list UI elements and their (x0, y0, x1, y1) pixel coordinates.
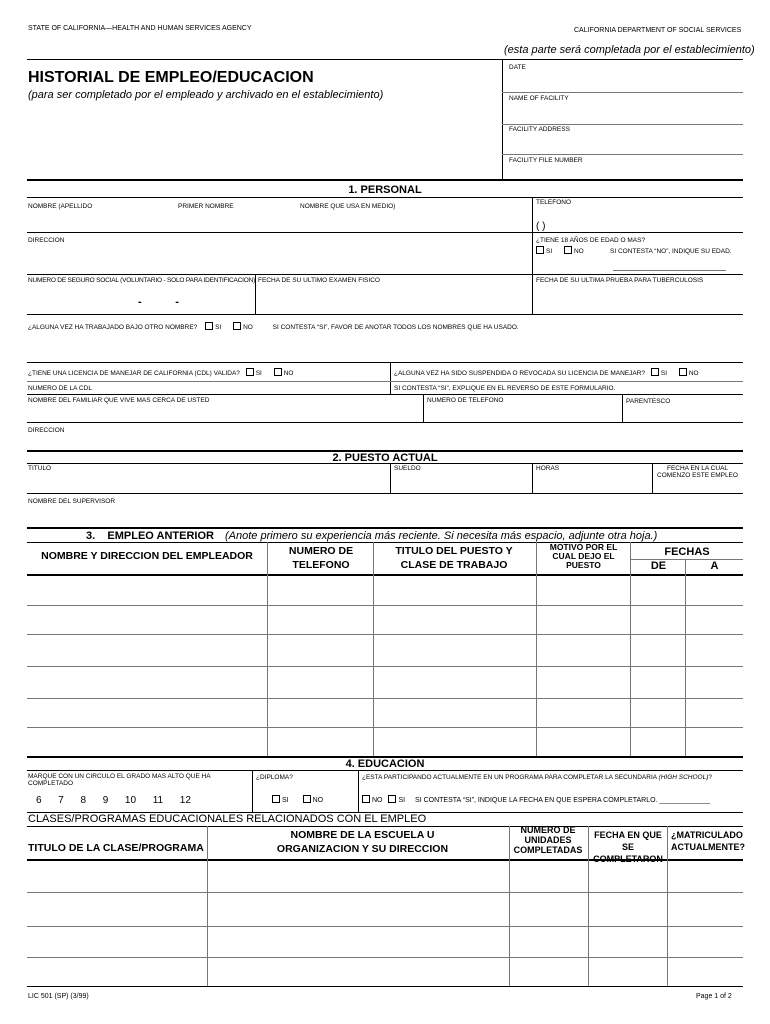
examen-label: FECHA DE SU ULTIMO EXAMEN FISICO (258, 277, 380, 284)
suspendida-si-checkbox[interactable] (651, 368, 659, 376)
col-titulo-puesto: TITULO DEL PUESTO Y CLASE DE TRABAJO (395, 545, 513, 571)
suspendida-si-label: SI (660, 370, 668, 377)
familiar-telefono-label: NUMERO DE TELEFONO (427, 397, 504, 404)
col-clase: TITULO DE LA CLASE/PROGRAMA (28, 842, 204, 854)
suspendida-question: ¿ALGUNA VEZ HA SIDO SUSPENDIDA O REVOCADA SU LICENCIA DE MANEJAR? (394, 370, 646, 377)
col-motivo: MOTIVO POR EL CUAL DEJO EL PUESTO (549, 542, 618, 570)
empleo-row-4[interactable] (28, 668, 740, 696)
col-empleador: NOMBRE Y DIRECCION DEL EMPLEADOR (41, 550, 253, 562)
programa-question-end: ? (708, 774, 713, 781)
cdl-si-label: SI (255, 370, 262, 377)
supervisor-label: NOMBRE DEL SUPERVISOR (28, 498, 116, 505)
apellido-label: NOMBRE (APELLIDO (28, 203, 93, 210)
clase-row-3[interactable] (28, 928, 740, 956)
facility-file-label: FACILITY FILE NUMBER (509, 157, 583, 164)
supervisor-field[interactable] (28, 507, 738, 525)
form-number: LIC 501 (SP) (3/99) (28, 993, 89, 1000)
direccion2-label: DIRECCION (28, 427, 65, 434)
diploma-si-checkbox[interactable] (272, 795, 280, 803)
otros-nombres-field[interactable] (28, 334, 738, 358)
ssn-label: NUMERO DE SEGURO SOCIAL (VOLUNTARIO - SOLO PARA IDENTIFICACION) (28, 277, 256, 284)
edad-si-checkbox[interactable] (536, 246, 544, 254)
otro-nombre-note: SI CONTESTA “SI”, FAVOR DE ANOTAR TODOS LOS NOMBRES QUE HA USADO. (272, 324, 519, 331)
programa-no-checkbox[interactable] (362, 795, 370, 803)
edad-no-checkbox[interactable] (564, 246, 572, 254)
suspendida-no-checkbox[interactable] (679, 368, 687, 376)
name-field[interactable] (28, 212, 528, 230)
programa-si-label: SI (398, 797, 406, 804)
cdl-no-label: NO (283, 370, 294, 377)
facility-note: (esta parte será completada por el establecimiento) (504, 44, 755, 56)
col-telefono: NUMERO DE TELEFONO (288, 545, 354, 571)
department-label: CALIFORNIA DEPARTMENT OF SOCIAL SERVICES (574, 27, 742, 34)
diploma-label: ¿DIPLOMA? (256, 774, 293, 781)
examen-field[interactable] (258, 287, 528, 311)
familiar-label: NOMBRE DEL FAMILIAR QUE VIVE MAS CERCA DE USTED (28, 397, 210, 404)
otro-nombre-si-checkbox[interactable] (205, 322, 213, 330)
col-fecha-completaron: FECHA EN QUE SE COMPLETARON (593, 830, 663, 865)
date-field[interactable] (503, 72, 741, 92)
explique-note: SI CONTESTA “SI”, EXPLIQUE EN EL REVERSO DE ESTE FORMULARIO. (394, 385, 616, 392)
direccion-field[interactable] (28, 246, 528, 270)
titulo-label: TITULO (28, 465, 52, 472)
empleo-row-3[interactable] (28, 636, 740, 664)
nombre-medio-label: NOMBRE QUE USA EN MEDIO) (300, 203, 396, 210)
section-empleo-heading: 3. EMPLEO ANTERIOR (86, 530, 214, 542)
edad-no-label: NO (573, 248, 584, 255)
clase-row-2[interactable] (28, 894, 740, 924)
direccion-familiar-field[interactable] (28, 436, 738, 448)
agency-label: STATE OF CALIFORNIA—HEALTH AND HUMAN SERVICES AGENCY (28, 25, 252, 32)
tuberculosis-label: FECHA DE SU ULTIMA PRUEBA PARA TUBERCULOSIS (536, 277, 704, 284)
cdl-si-checkbox[interactable] (246, 368, 254, 376)
date-label: DATE (509, 64, 526, 71)
page-title: HISTORIAL DE EMPLEO/EDUCACION (28, 69, 314, 86)
clase-row-4[interactable] (28, 959, 740, 985)
section-puesto-heading: 2. PUESTO ACTUAL (332, 452, 438, 464)
otro-nombre-no-checkbox[interactable] (233, 322, 241, 330)
otro-no-label: NO (243, 324, 253, 331)
col-de: DE (650, 560, 667, 572)
facility-address-label: FACILITY ADDRESS (509, 126, 570, 133)
edad-question: ¿TIENE 18 AÑOS DE EDAD O MAS? (536, 237, 646, 244)
page-subtitle: (para ser completado por el empleado y archivado en el establecimiento) (28, 89, 384, 101)
primer-nombre-label: PRIMER NOMBRE (178, 203, 234, 210)
cdl-no-checkbox[interactable] (274, 368, 282, 376)
direccion-label: DIRECCION (28, 237, 65, 244)
otro-si-label: SI (215, 324, 222, 331)
grado-label: MARQUE CON UN CIRCULO EL GRADO MAS ALTO QUE HA COMPLETADO (28, 773, 211, 788)
edad-note: SI CONTESTA “NO”, INDIQUE SU EDAD. (610, 248, 732, 255)
programa-no-label: NO (372, 797, 383, 804)
otro-nombre-question: ¿ALGUNA VEZ HA TRABAJADO BAJO OTRO NOMBRE? (28, 324, 198, 331)
programa-highschool: (HIGH SCHOOL) (658, 774, 709, 781)
clase-row-1[interactable] (28, 861, 740, 891)
horas-label: HORAS (536, 465, 560, 472)
parentesco-label: PARENTESCO (626, 398, 671, 405)
tuberculosis-field[interactable] (536, 287, 740, 311)
empleo-row-2[interactable] (28, 607, 740, 633)
empleo-row-1[interactable] (28, 576, 740, 604)
telefono-label: TELEFONO (536, 199, 572, 206)
diploma-no-checkbox[interactable] (303, 795, 311, 803)
col-fechas: FECHAS (664, 546, 710, 558)
grados-options[interactable]: 6 7 8 9 10 11 12 (36, 795, 191, 806)
diploma-no-label: NO (312, 797, 324, 804)
ssn-field[interactable]: - - (138, 296, 179, 308)
diploma-si-label: SI (282, 797, 289, 804)
section-educacion-heading: 4. EDUCACION (345, 758, 425, 770)
facility-file-field[interactable] (503, 165, 741, 178)
section-personal-heading: 1. PERSONAL (348, 184, 422, 196)
suspendida-no-label: NO (688, 370, 699, 377)
programa-si-checkbox[interactable] (388, 795, 396, 803)
programa-fecha-note: SI CONTESTA “SI”, INDIQUE LA FECHA EN QUE ESPERA COMPLETARLO. _____________ (415, 797, 711, 804)
clases-heading: CLASES/PROGRAMAS EDUCACIONALES RELACIONADOS CON EL EMPLEO (28, 813, 427, 825)
page-number: Page 1 of 2 (696, 993, 732, 1000)
facility-name-field[interactable] (503, 103, 741, 123)
numero-cdl-label: NUMERO DE LA CDL (28, 385, 92, 392)
col-matriculado: ¿MATRICULADO ACTUALMENTE? (671, 830, 745, 853)
cdl-question: ¿TIENE UNA LICENCIA DE MANEJAR DE CALIFORNIA (CDL) VALIDA? (28, 370, 240, 377)
facility-address-field[interactable] (503, 134, 741, 154)
edad-si-label: SI (546, 248, 553, 255)
empleo-row-6[interactable] (28, 729, 740, 755)
programa-question: ¿ESTA PARTICIPANDO ACTUALMENTE EN UN PROGRAMA PARA COMPLETAR LA SECUNDARIA (362, 774, 659, 781)
empleo-row-5[interactable] (28, 700, 740, 726)
telefono-field[interactable]: ( ) (536, 221, 546, 232)
sueldo-label: SUELDO (394, 465, 421, 472)
fecha-comienzo-label: FECHA EN LA CUAL COMENZO ESTE EMPLEO (657, 465, 738, 480)
facility-name-label: NAME OF FACILITY (509, 95, 569, 102)
col-unidades: NUMERO DE UNIDADES COMPLETADAS (513, 825, 583, 855)
col-escuela: NOMBRE DE LA ESCUELA U ORGANIZACION Y SU DIRECCION (276, 829, 449, 855)
col-a: A (710, 560, 719, 572)
empleo-note: (Anote primero su experiencia más reciente. Si necesita más espacio, adjunte otra hoja.) (225, 530, 658, 542)
